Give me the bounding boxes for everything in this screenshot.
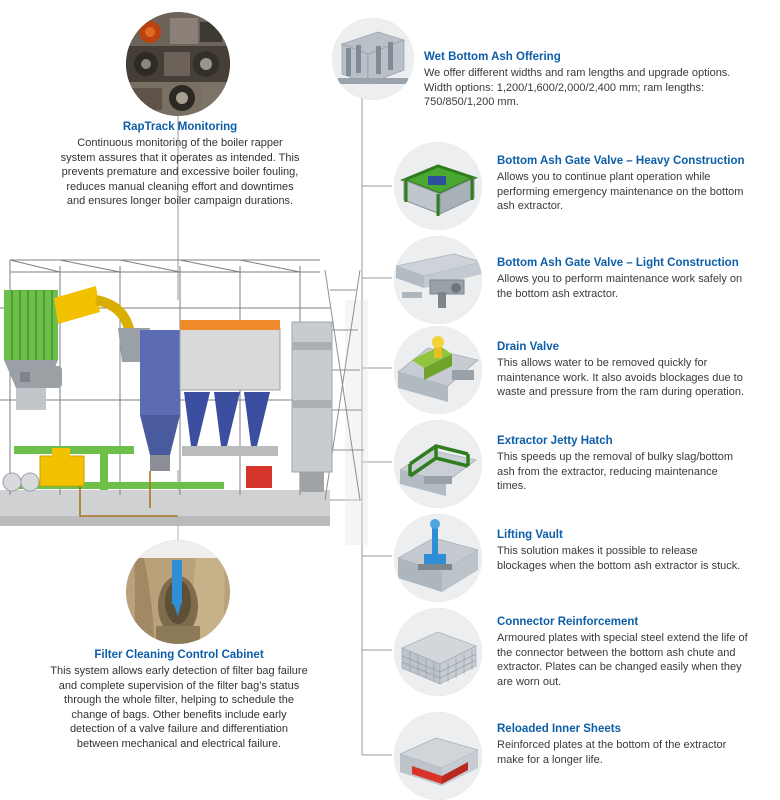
callout-body: This allows water to be removed quickly for maintenance work. It also avoids blockages due to waste and pressure from the ram during operation. (497, 357, 745, 399)
callout-reloaded-inner-sheets (497, 722, 749, 767)
callout-body: Continuous monitoring of the boiler rapper system assures that it operates as intended. This prevents premature and excessive boiler fouling, reduces manual cleaning effort and downtimes and ensures longer boiler campaign durations. (60, 137, 300, 208)
callout-connector-reinforcement (497, 615, 749, 689)
callout-body: Reinforced plates at the bottom of the extractor make for a longer life. (497, 739, 727, 766)
thumbnail-bottom-ash-gate-valve-light[interactable] (394, 236, 482, 324)
thumbnail-extractor-jetty-hatch[interactable] (394, 420, 482, 508)
callout-title: RapTrack Monitoring (122, 121, 238, 133)
thumbnail-wet-bottom-ash-offering[interactable] (332, 18, 414, 100)
callout-title: Wet Bottom Ash Offering (424, 51, 561, 63)
reloaded-inner-sheets-render (394, 712, 482, 800)
callout-raptrack-monitoring (60, 120, 300, 209)
lifting-vault-render (394, 514, 482, 602)
callout-body: Allows you to perform maintenance work safely on the bottom ash extractor. (497, 273, 743, 300)
callout-lifting-vault (497, 528, 749, 573)
callout-drain-valve (497, 340, 749, 400)
light-gate-valve-render (394, 236, 482, 324)
plant-illustration (0, 250, 400, 540)
callout-body: This speeds up the removal of bulky slag/bottom ash from the extractor, reducing maintenance times. (497, 451, 734, 493)
callout-title: Filter Cleaning Control Cabinet (94, 649, 264, 661)
callout-title: Bottom Ash Gate Valve – Heavy Construction (497, 155, 745, 167)
thumbnail-reloaded-inner-sheets[interactable] (394, 712, 482, 800)
callout-title: Reloaded Inner Sheets (497, 723, 621, 735)
callout-title: Drain Valve (497, 341, 560, 353)
callout-title: Bottom Ash Gate Valve – Light Construction (497, 257, 739, 269)
thumbnail-raptrack-monitoring[interactable] (126, 12, 230, 116)
callout-body: This system allows early detection of filter bag failure and complete supervision of the filter bag's status through the whole filter, helping to schedule the change of bags. Other benefits include early detection of a valve failure and differentiation between mechanical and electrical failure. (50, 665, 308, 750)
connector-reinforcement-render (394, 608, 482, 696)
jetty-hatch-render (394, 420, 482, 508)
raptrack-photo (126, 12, 230, 116)
callout-extractor-jetty-hatch (497, 434, 749, 494)
callout-bottom-ash-gate-valve-heavy (497, 154, 749, 214)
callout-title: Extractor Jetty Hatch (497, 435, 613, 447)
callout-title: Connector Reinforcement (497, 616, 639, 628)
callout-body: We offer different widths and ram lengths and upgrade options. Width options: 1,200/1,600/2,000/2,400 mm; ram lengths: 750/850/1,200 mm. (424, 67, 731, 109)
thumbnail-connector-reinforcement[interactable] (394, 608, 482, 696)
wet-bottom-ash-render (332, 18, 414, 100)
callout-body: Allows you to continue plant operation while performing emergency maintenance on the bottom ash extractor. (497, 171, 744, 213)
callout-filter-cleaning-control-cabinet (48, 648, 310, 752)
thumbnail-lifting-vault[interactable] (394, 514, 482, 602)
callout-body: Armoured plates with special steel extend the life of the connector between the bottom ash chute and extractor. Plates can be changed easily when they are worn out. (497, 632, 748, 688)
callout-title: Lifting Vault (497, 529, 563, 541)
filter-bag-photo (126, 540, 230, 644)
callout-body: This solution makes it possible to release blockages when the bottom ash extractor is stuck. (497, 545, 741, 572)
thumbnail-drain-valve[interactable] (394, 326, 482, 414)
callout-bottom-ash-gate-valve-light (497, 256, 749, 301)
thumbnail-bottom-ash-gate-valve-heavy[interactable] (394, 142, 482, 230)
callout-wet-bottom-ash-offering (424, 50, 744, 110)
drain-valve-render (394, 326, 482, 414)
thumbnail-filter-cleaning-control-cabinet[interactable] (126, 540, 230, 644)
heavy-gate-valve-render (394, 142, 482, 230)
